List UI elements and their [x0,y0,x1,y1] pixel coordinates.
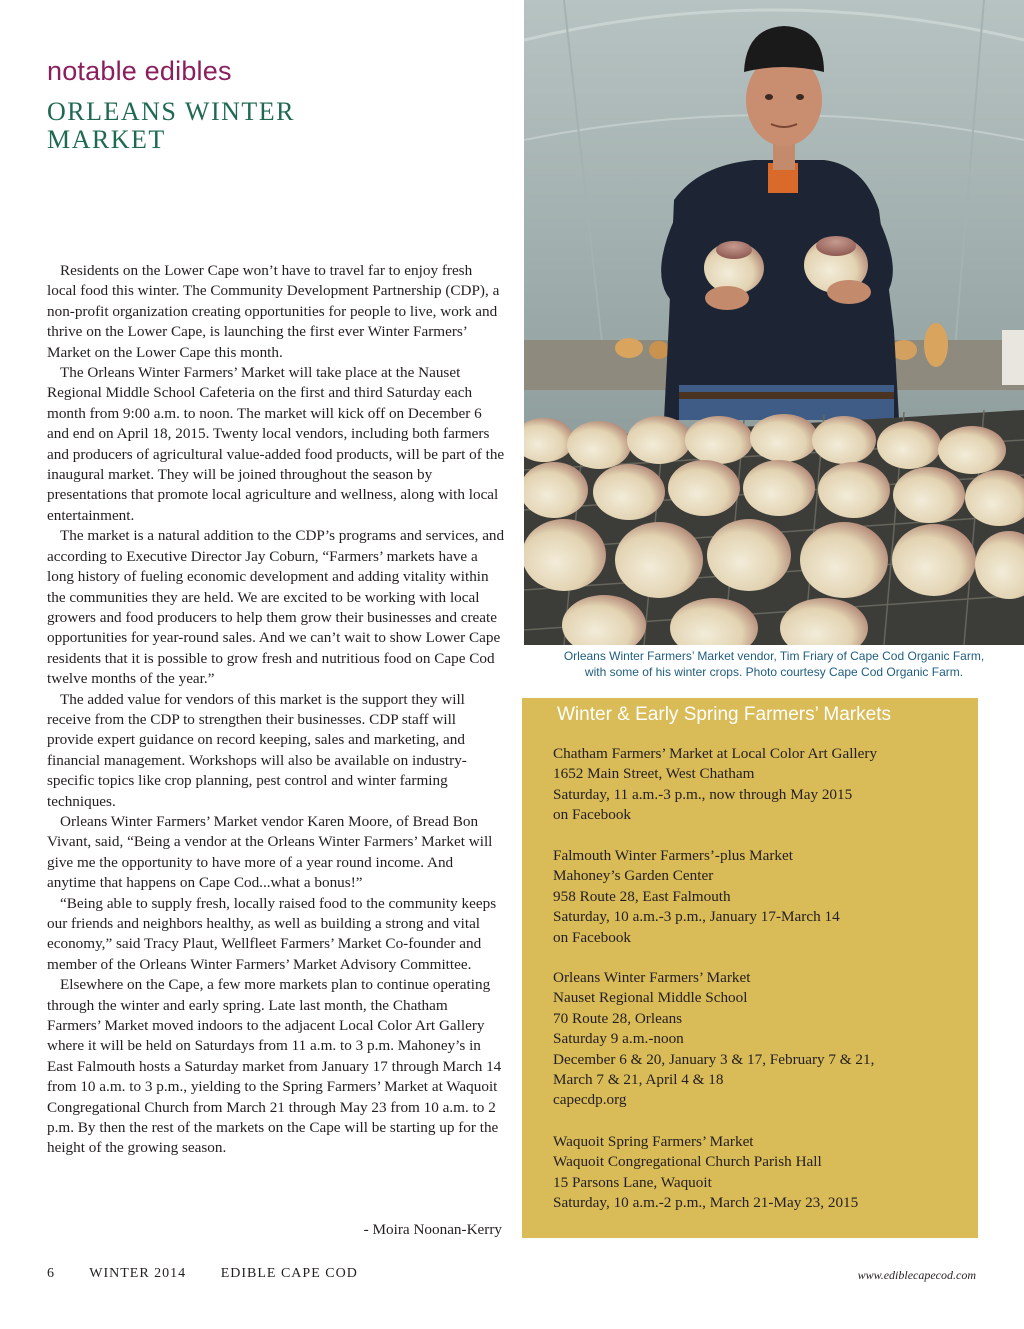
listing-line: 70 Route 28, Orleans [553,1009,683,1027]
photo-caption [524,648,1024,680]
article-body [47,261,505,1159]
listing-line: Saturday, 10 a.m.-3 p.m., January 17-March 14 [553,908,840,926]
listing-line: capecdp.org [553,1091,627,1109]
markets-sidebar [522,698,978,1238]
article-byline: - Moira Noonan-Kerry [363,1221,502,1238]
article-paragraph: Elsewhere on the Cape, a few more markets plan to continue operating through the winter and early spring. Late last month, the Chatham Farmers’ Market moved indoors to the adjacent Local Color Art Gallery where it will be held on Saturdays from 11 a.m. to 3 p.m. Mahoney’s in East Falmouth hosts a Saturday market from January 17 through March 14 from 10 a.m. to 3 p.m., yielding to the Spring Farmers’ Market at Waquoit Congregational Church from March 21 through May 23 from 10 a.m. to 2 p.m. By then the rest of the markets on the Cape will be starting up for the height of the growing season. [47,976,502,1157]
market-listing-chatham [553,744,953,826]
listing-line: December 6 & 20, January 3 & 17, February 7 & 21, [553,1050,875,1068]
listing-line: Nauset Regional Middle School [553,989,748,1007]
listing-line: on Facebook [553,806,632,824]
article-paragraph: “Being able to supply fresh, locally raised food to the community keeps our friends and neighbors healthy, as well as building a strong and vital economy,” said Tracy Plaut, Wellfleet Farmers’ Market Co-founder and member of the Orleans Winter Farmers’ Market Advisory Committee. [47,894,497,973]
market-listing-waquoit [553,1132,953,1214]
article-paragraph: The market is a natural addition to the CDP’s programs and services, and according to Executive Director Jay Coburn, “Farmers’ markets have a long history of fueling economic development and adding vitality within the communities they are held. We are excited to be working with local growers and food producers to help them grow their businesses and create opportunities for year-round sales. And we can’t wait to show Lower Cape residents that it is possible to grow fresh and nutritious food on Cape Cod twelve months of the year.” [47,527,505,688]
listing-line: Falmouth Winter Farmers’-plus Market [553,847,793,864]
listing-line: on Facebook [553,928,632,946]
listing-line: Saturday, 10 a.m.-2 p.m., March 21-May 23, 2015 [553,1194,859,1212]
listing-line: Saturday, 11 a.m.-3 p.m., now through May 2015 [553,785,853,803]
listing-line: March 7 & 21, April 4 & 18 [553,1071,724,1089]
article-paragraph: The added value for vendors of this market is the support they will receive from the CDP to strengthen their businesses. CDP staff will provide expert guidance on record keeping, sales and marketing, and financial management. Workshops will also be available on industry-specific topics like crop planning, pest control and winter farming techniques. [47,690,467,810]
farmer-photo [524,0,1024,645]
farmer-with-turnips-illustration [524,0,1024,645]
listing-line: Saturday 9 a.m.-noon [553,1030,684,1048]
market-listing-orleans [553,968,953,1111]
listing-line: Mahoney’s Garden Center [553,867,714,885]
section-kicker: notable edibles [47,56,232,86]
page-number: 6 [47,1266,55,1281]
listing-line: 958 Route 28, East Falmouth [553,887,731,905]
website-url: www.ediblecapecod.com [857,1268,976,1282]
article-headline: ORLEANS WINTER MARKET [47,97,296,154]
article-paragraph: Residents on the Lower Cape won’t have to travel far to enjoy fresh local food this winter. The Community Development Partnership (CDP), a non-profit organization creating opportunities for people to live, work and thrive on the Lower Cape, is launching the first ever Winter Farmers’ Market on the Lower Cape this month. [47,262,500,361]
listing-line: 1652 Main Street, West Chatham [553,765,755,783]
sidebar-title: Winter & Early Spring Farmers’ Markets [557,704,891,725]
photo-caption-line: Orleans Winter Farmers’ Market vendor, Tim Friary of Cape Cod Organic Farm, [563,649,985,663]
listing-line: Waquoit Spring Farmers’ Market [553,1133,754,1150]
article-paragraph: The Orleans Winter Farmers’ Market will take place at the Nauset Regional Middle School Cafeteria on the first and third Saturday each month from 9:00 a.m. to noon. The market will kick off on December 6 and end on April 18, 2015. Twenty local vendors, including both farmers and producers of agricultural value-added food products, will be part of the inaugural market. They will be joined throughout the season by presentations that promote local agriculture and wellness, along with local entertainment. [47,364,505,524]
issue-label: WINTER 2014 [89,1266,187,1281]
listing-line: Waquoit Congregational Church Parish Hall [553,1153,822,1171]
market-listing-falmouth [553,846,953,948]
photo-caption-line: with some of his winter crops. Photo courtesy Cape Cod Organic Farm. [584,665,964,679]
listing-line: Chatham Farmers’ Market at Local Color Art Gallery [553,745,878,762]
article-paragraph: Orleans Winter Farmers’ Market vendor Karen Moore, of Bread Bon Vivant, said, “Being a vendor at the Orleans Winter Farmers’ Market will give me the opportunity to have more of a year round income. And anytime that happens on Cape Cod...what a bonus!” [47,812,493,892]
magazine-name: EDIBLE CAPE COD [220,1266,358,1281]
listing-line: Orleans Winter Farmers’ Market [553,969,751,986]
listing-line: 15 Parsons Lane, Waquoit [553,1173,712,1191]
page-footer [47,1266,388,1282]
